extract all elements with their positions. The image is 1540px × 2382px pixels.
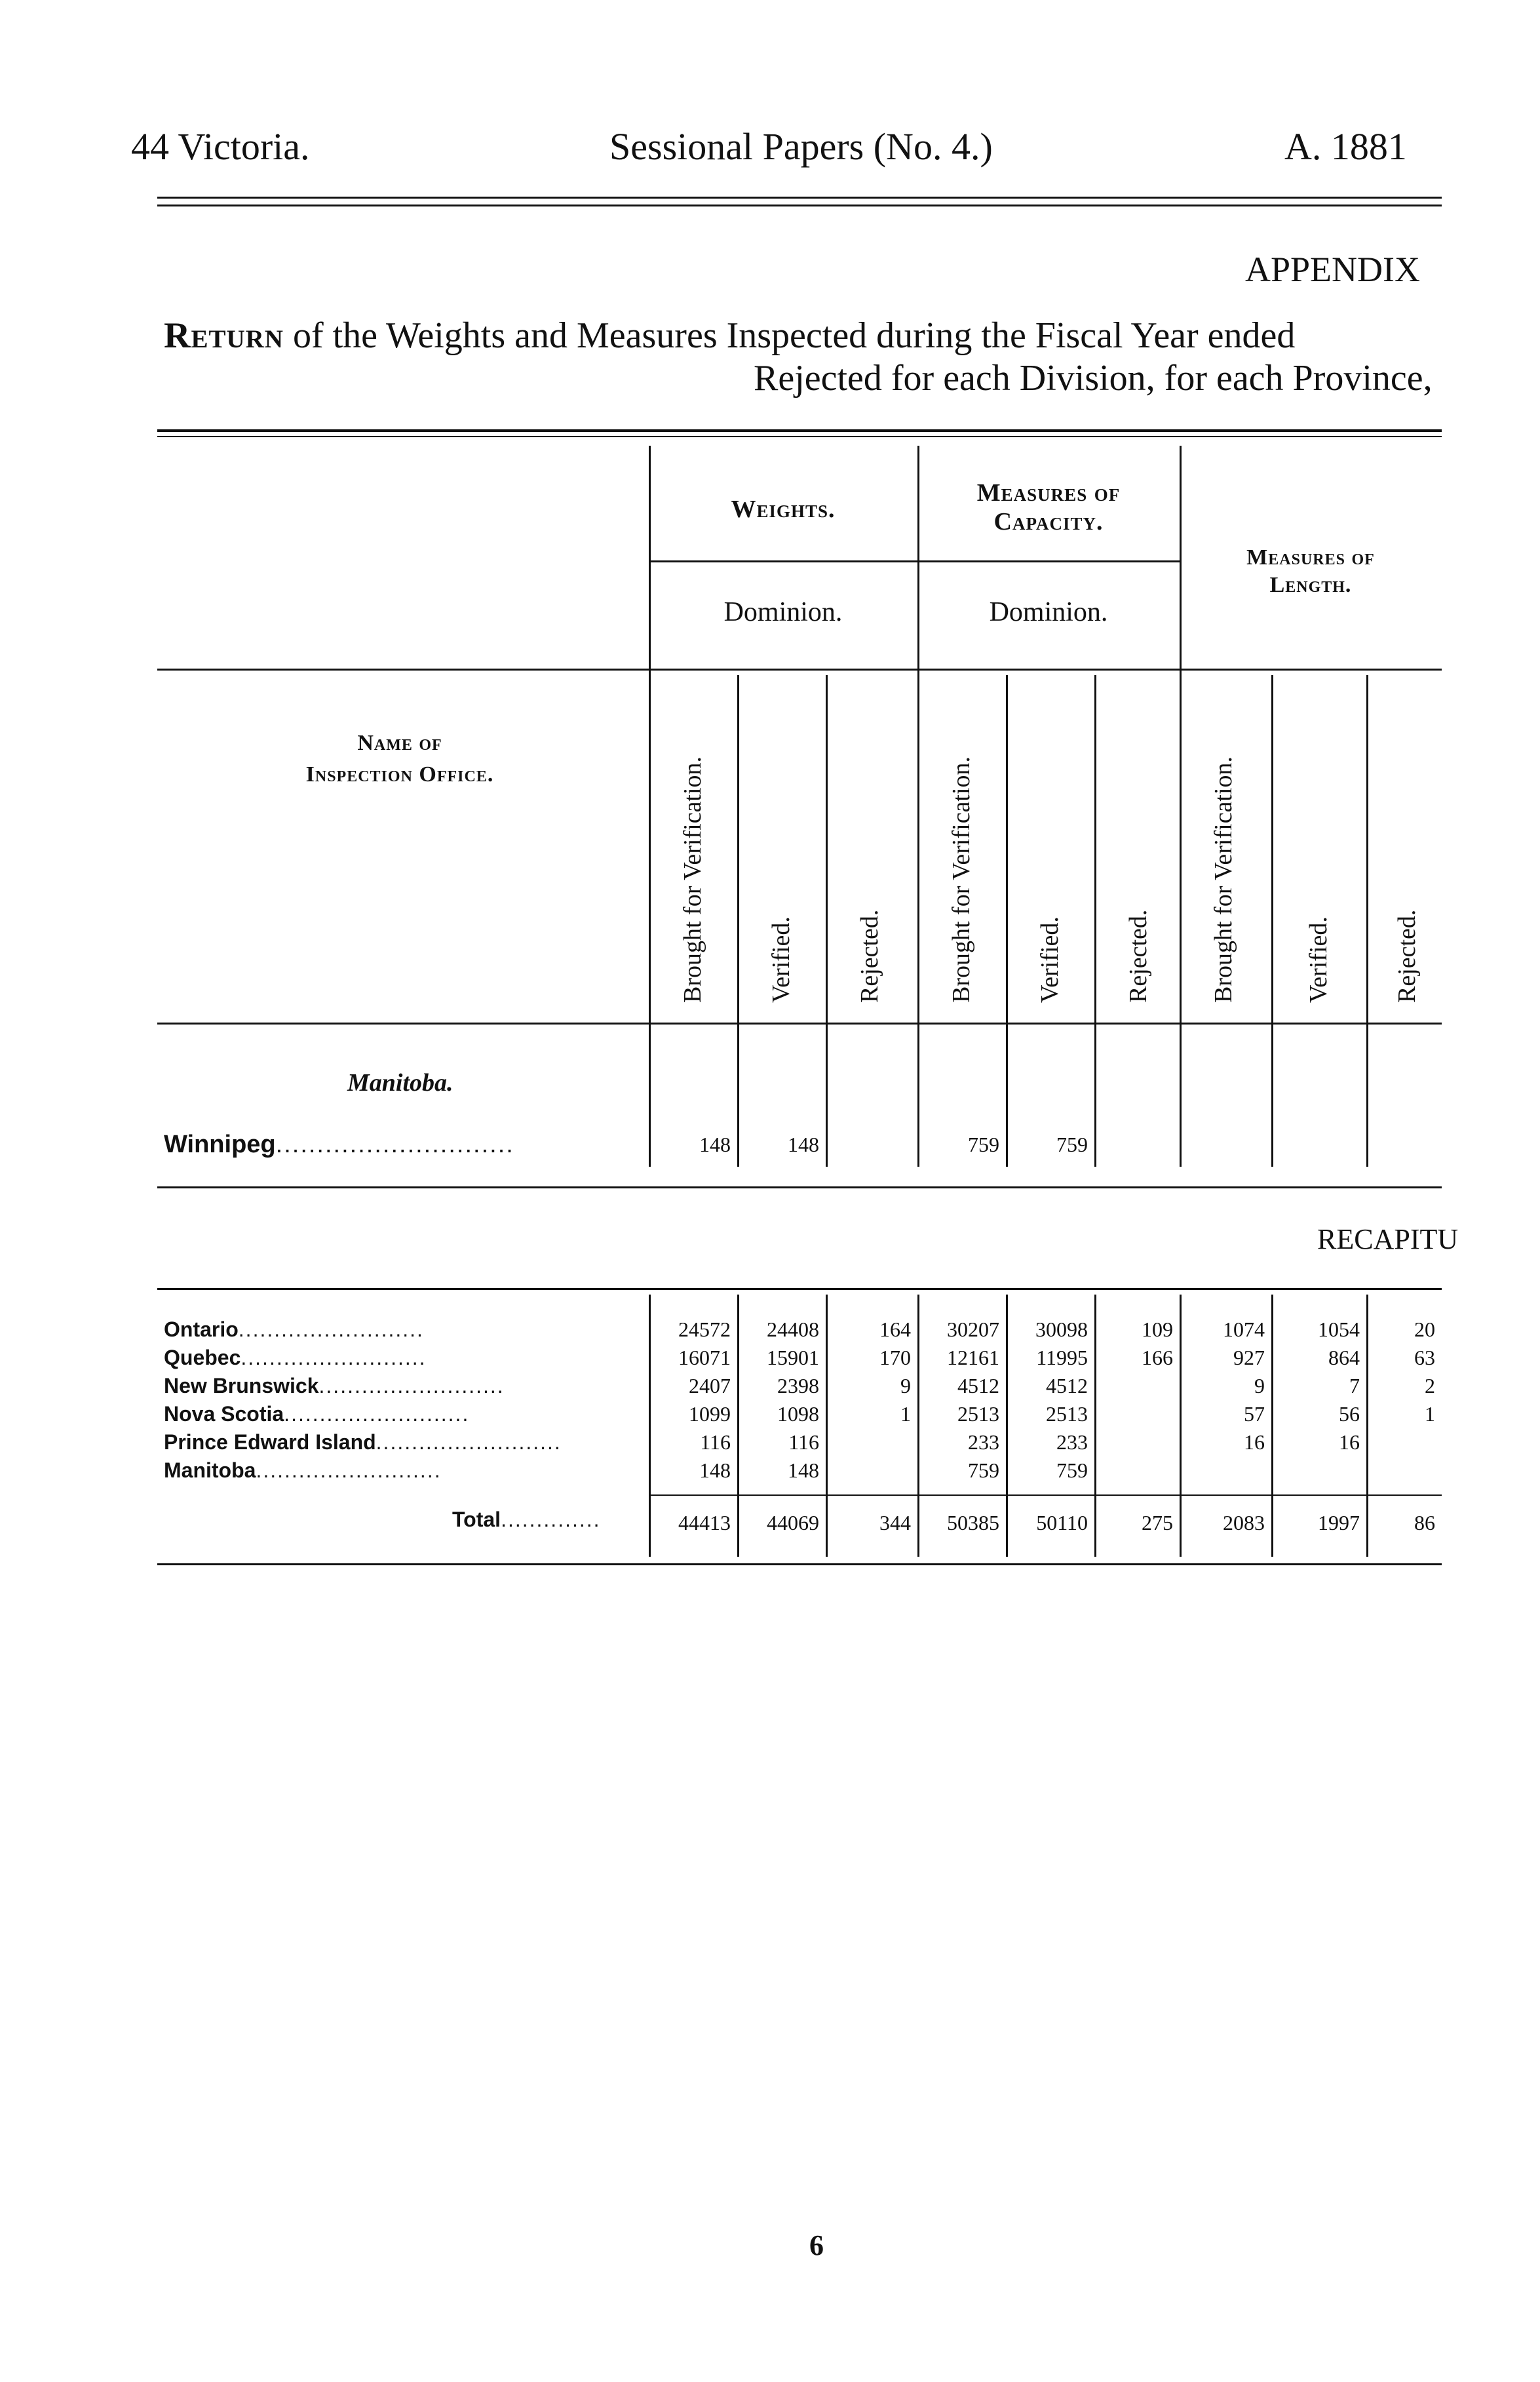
recap-cell: 2398	[777, 1374, 819, 1397]
recap-cell: 9	[1254, 1374, 1265, 1397]
recap-cell: 1	[900, 1402, 911, 1426]
recap-cell: 16071	[678, 1346, 731, 1369]
section-cell: 759	[1056, 1133, 1088, 1156]
recap-cell: 24408	[767, 1318, 819, 1341]
capacity-header-line1: Measures of	[976, 479, 1121, 507]
table-top-rule-thin	[157, 436, 1442, 437]
capacity-rejected-header: Rejected.	[1125, 909, 1152, 1003]
total-cell: 50385	[947, 1511, 999, 1534]
recap-col-divider	[1006, 1295, 1008, 1557]
recap-cell: 11995	[1036, 1346, 1088, 1369]
recap-row-name: New Brunswick	[164, 1374, 319, 1397]
recap-cell: 2513	[1046, 1402, 1088, 1426]
recap-row-label: Quebec..........................	[164, 1346, 427, 1369]
recap-cell: 148	[788, 1458, 819, 1482]
section-cell: 759	[968, 1133, 999, 1156]
office-name: Winnipeg.............................	[164, 1131, 514, 1158]
weights-rejected-header: Rejected.	[856, 909, 883, 1003]
recap-col-divider	[737, 1295, 739, 1557]
section-cell: 148	[788, 1133, 819, 1156]
recap-col-divider	[1094, 1295, 1096, 1557]
recap-row-label: Ontario..........................	[164, 1318, 424, 1341]
name-header-line2: Inspection Office.	[305, 762, 494, 787]
total-cell: 1997	[1318, 1511, 1360, 1534]
length-header-line2: Length.	[1269, 573, 1352, 597]
length-brought-header: Brought for Verification.	[1210, 756, 1237, 1003]
total-cell: 275	[1142, 1511, 1173, 1534]
recap-cell: 4512	[1046, 1374, 1088, 1397]
length-group-header	[1180, 544, 1442, 599]
section-cell: 148	[699, 1133, 731, 1156]
recap-cell: 116	[700, 1430, 731, 1454]
recap-cell: 9	[900, 1374, 911, 1397]
recap-top-rule	[157, 1288, 1442, 1290]
capacity-group-header	[917, 478, 1180, 536]
total-cell: 44413	[678, 1511, 731, 1534]
col-divider	[1271, 675, 1273, 1167]
recap-cell: 4512	[957, 1374, 999, 1397]
recap-cell: 148	[699, 1458, 731, 1482]
page-mark: 6	[809, 2229, 824, 2261]
recap-cell: 166	[1142, 1346, 1173, 1369]
section-bottom-rule	[157, 1186, 1442, 1188]
recap-cell: 116	[788, 1430, 819, 1454]
total-cell: 86	[1414, 1511, 1435, 1534]
col-divider	[649, 446, 651, 1167]
name-column-header	[157, 728, 642, 791]
title-line1: of the Weights and Measures Inspected during the Fiscal Year ended	[292, 315, 1296, 356]
group-subdivider	[649, 560, 1180, 562]
recap-cell: 109	[1142, 1318, 1173, 1341]
length-verified-header: Verified.	[1305, 916, 1332, 1003]
appendix-label: APPENDIX	[1245, 250, 1421, 289]
header-right: A. 1881	[1284, 125, 1407, 168]
recap-row-label: Prince Edward Island..........................	[164, 1430, 562, 1454]
recap-row-name: Quebec	[164, 1346, 241, 1369]
total-cell: 50110	[1036, 1511, 1088, 1534]
recap-cell: 1	[1425, 1402, 1435, 1426]
recap-col-divider	[826, 1295, 828, 1557]
recap-cell: 164	[879, 1318, 911, 1341]
recap-row-label: Nova Scotia..........................	[164, 1402, 470, 1426]
recap-cell: 16	[1244, 1430, 1265, 1454]
recap-cell: 20	[1414, 1318, 1435, 1341]
recap-col-divider	[1271, 1295, 1273, 1557]
recap-cell: 16	[1339, 1430, 1360, 1454]
recap-row-name: Manitoba	[164, 1458, 256, 1482]
recap-cell: 7	[1349, 1374, 1360, 1397]
weights-group-header: Weights.	[731, 496, 836, 523]
weights-verified-header: Verified.	[767, 916, 795, 1003]
recap-cell: 233	[1056, 1430, 1088, 1454]
recap-cell: 927	[1233, 1346, 1265, 1369]
title-lead: Return	[164, 315, 284, 356]
length-rejected-header: Rejected.	[1393, 909, 1421, 1003]
recap-col-divider	[1180, 1295, 1182, 1557]
recap-cell: 170	[879, 1346, 911, 1369]
name-header-line1: Name of	[357, 731, 442, 755]
header-divider	[157, 669, 1442, 671]
col-divider	[1366, 675, 1368, 1167]
recap-cell: 30098	[1035, 1318, 1088, 1341]
total-label: Total..............	[452, 1508, 601, 1531]
header-rule-top	[157, 197, 1442, 199]
recap-cell: 1054	[1318, 1318, 1360, 1341]
header-center: Sessional Papers (No. 4.)	[609, 125, 993, 168]
recap-cell: 2	[1425, 1374, 1435, 1397]
recap-label: RECAPITU	[1317, 1223, 1459, 1255]
recap-cell: 63	[1414, 1346, 1435, 1369]
header-bottom-rule	[157, 1023, 1442, 1025]
weights-brought-header: Brought for Verification.	[679, 756, 706, 1003]
recap-cell: 233	[968, 1430, 999, 1454]
recap-cell: 15901	[767, 1346, 819, 1369]
recap-col-divider	[917, 1295, 919, 1557]
header-left: 44 Victoria.	[131, 125, 310, 168]
capacity-header-line2: Capacity.	[993, 508, 1104, 536]
col-divider	[917, 446, 919, 1167]
recap-cell: 30207	[947, 1318, 999, 1341]
recap-cell: 24572	[678, 1318, 731, 1341]
recap-cell: 12161	[947, 1346, 999, 1369]
recap-cell: 1074	[1223, 1318, 1265, 1341]
total-label-text: Total	[452, 1508, 501, 1531]
recap-cell: 56	[1339, 1402, 1360, 1426]
header-rule-bottom	[157, 205, 1442, 206]
col-divider	[1094, 675, 1096, 1167]
length-header-line1: Measures of	[1246, 545, 1375, 570]
capacity-brought-header: Brought for Verification.	[948, 756, 975, 1003]
title-line2: Rejected for each Division, for each Province,	[754, 358, 1433, 399]
recap-row-label: New Brunswick..........................	[164, 1374, 505, 1397]
capacity-sub-header: Dominion.	[989, 597, 1108, 627]
recap-col-divider	[649, 1295, 651, 1557]
recap-cell: 1099	[689, 1402, 731, 1426]
province-heading: Manitoba.	[347, 1069, 453, 1097]
recap-cell: 1098	[777, 1402, 819, 1426]
document-title	[164, 315, 1295, 357]
total-cell: 44069	[767, 1511, 819, 1534]
recap-cell: 57	[1244, 1402, 1265, 1426]
table-top-rule	[157, 429, 1442, 432]
recap-row-name: Prince Edward Island	[164, 1430, 376, 1454]
recap-cell: 2513	[957, 1402, 999, 1426]
total-cell: 344	[879, 1511, 911, 1534]
col-divider	[737, 675, 739, 1167]
table-bottom-rule	[157, 1563, 1442, 1565]
col-divider	[1006, 675, 1008, 1167]
recap-col-divider	[1366, 1295, 1368, 1557]
weights-sub-header: Dominion.	[723, 597, 843, 627]
recap-cell: 2407	[689, 1374, 731, 1397]
office-name-text: Winnipeg	[164, 1131, 276, 1158]
total-rule	[649, 1494, 1442, 1496]
recap-cell: 759	[968, 1458, 999, 1482]
capacity-verified-header: Verified.	[1036, 916, 1064, 1003]
recap-row-label: Manitoba..........................	[164, 1458, 442, 1482]
total-cell: 2083	[1223, 1511, 1265, 1534]
recap-row-name: Ontario	[164, 1318, 239, 1341]
recap-row-name: Nova Scotia	[164, 1402, 284, 1426]
col-divider	[826, 675, 828, 1167]
recap-cell: 759	[1056, 1458, 1088, 1482]
recap-cell: 864	[1328, 1346, 1360, 1369]
